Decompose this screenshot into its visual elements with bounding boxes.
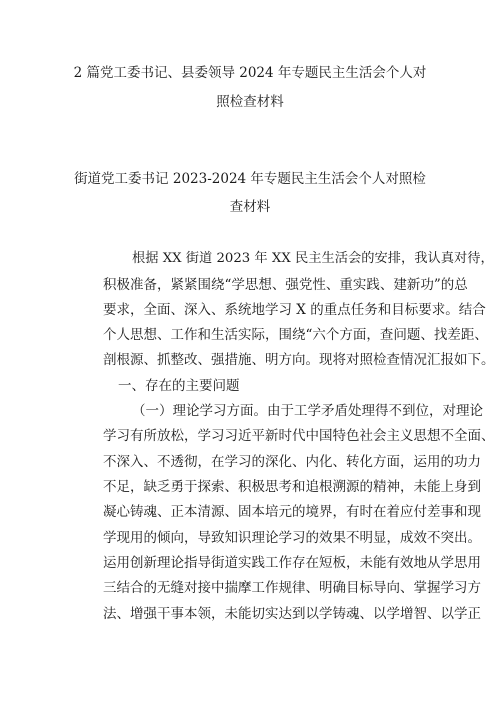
paragraph-2-line-8: 三结合的无缝对接中揣摩工作规律、明确目标导向、掌握学习方 xyxy=(103,580,481,596)
paragraph-2-line-5: 凝心铸魂、正本清源、固本培元的境界，有时在着应付差事和现 xyxy=(103,504,481,520)
sub-title-line-1: 街道党工委书记 2023-2024 年专题民主生活会个人对照检 xyxy=(74,171,426,187)
paragraph-2-line-2: 学习有所放松，学习习近平新时代中国特色社会主义思想不全面、 xyxy=(103,428,495,444)
paragraph-1-line-3: 要求，全面、深入、系统地学习 X 的重点任务和目标要求。结合 xyxy=(103,302,486,318)
paragraph-1-line-4: 个人思想、工作和生活实际，围绕“六个方面，查问题、找差距、 xyxy=(103,327,488,343)
paragraph-2-line-4: 不足，缺乏勇于探索、积极思考和追根溯源的精神，未能上身到 xyxy=(103,479,481,495)
paragraph-2-line-7: 运用创新理论指导街道实践工作存在短板，未能有效地从学思用 xyxy=(103,555,481,571)
section-heading: 一、存在的主要问题 xyxy=(118,378,240,394)
paragraph-1-line-2: 积极准备，紧紧围绕“学思想、强党性、重实践、建新功”的总 xyxy=(103,277,468,293)
paragraph-1-line-1: 根据 XX 街道 2023 年 XX 民主生活会的安排，我认真对待， xyxy=(132,251,494,266)
paragraph-2-line-9: 法、增强干事本领，未能切实达到以学铸魂、以学增智、以学正 xyxy=(103,606,481,622)
main-title-line-1: 2 篇党工委书记、县委领导 2024 年专题民主生活会个人对 xyxy=(73,65,427,81)
main-title-line-2: 照检查材料 xyxy=(216,94,284,110)
paragraph-1-line-5: 剖根源、抓整改、强措施、明方向。现将对照检查情况汇报如下。 xyxy=(103,352,495,368)
paragraph-2-line-6: 学现用的倾向，导致知识理论学习的效果不明显，成效不突出。 xyxy=(103,530,481,546)
paragraph-2-line-3: 不深入、不透彻，在学习的深化、内化、转化方面，运用的功力 xyxy=(103,454,481,470)
sub-title-line-2: 查材料 xyxy=(229,199,271,215)
paragraph-2-line-1: （一）理论学习方面。由于工学矛盾处理得不到位，对理论 xyxy=(132,403,483,419)
